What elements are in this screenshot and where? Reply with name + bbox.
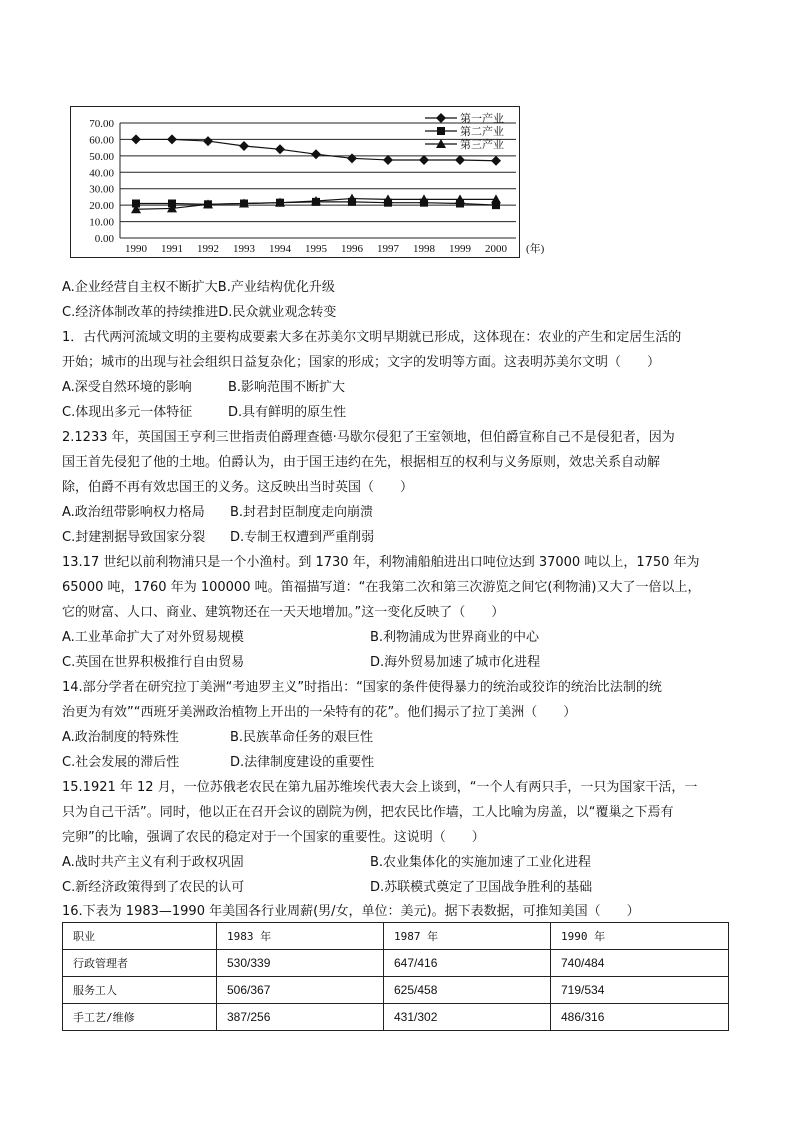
wage-cell: 486/316 (551, 1004, 729, 1031)
q2-option-a: A.政治纽带影响权力格局 (62, 505, 205, 520)
wage-cell: 740/484 (551, 950, 729, 977)
occupation-cell: 手工艺/维修 (63, 1004, 217, 1031)
line-chart (70, 106, 545, 258)
x-tick-label: 1996 (341, 243, 363, 255)
header-1983: 1983 年 (217, 923, 384, 950)
y-tick-label: 40.00 (89, 167, 114, 180)
y-tick-label: 70.00 (89, 118, 114, 130)
data-point (131, 134, 141, 144)
y-tick-label: 20.00 (89, 200, 114, 213)
q13-stem-line1: 13.17 世纪以前利物浦只是一个小渔村。到 1730 年，利物浦船舶进出口吨位达到 37000 吨以上，1750 年为 (62, 555, 700, 570)
data-point (239, 141, 249, 151)
occupation-cell: 行政管理者 (63, 950, 217, 977)
y-tick-label: 60.00 (89, 134, 114, 147)
q15-stem-line2: 只为自己干活”。同时，他以正在召开会议的剧院为例，把农民比作墙，工人比喻为房盖，以“覆巢之下焉有 (62, 805, 674, 820)
y-tick-label: 0.00 (94, 233, 114, 245)
table-row (63, 977, 729, 1004)
x-tick-label: 1999 (449, 243, 471, 255)
table-header-row (63, 923, 729, 950)
data-point (203, 136, 213, 146)
data-point (383, 155, 393, 165)
q2-stem-line3: 除，伯爵不再有效忠国王的义务。这反映出当时英国（ ） (62, 480, 414, 495)
wage-table (62, 922, 729, 1031)
q14-option-d: D.法律制度建设的重要性 (230, 755, 375, 770)
q1-stem-line1: 1．古代两河流域文明的主要构成要素大多在苏美尔文明早期就已形成，这体现在：农业的产生和定居生活的 (62, 330, 682, 345)
x-axis-unit: (年) (526, 243, 545, 255)
y-tick-label: 10.00 (89, 216, 114, 229)
wage-cell: 647/416 (384, 950, 551, 977)
data-point (347, 153, 357, 163)
q13-option-b: B.利物浦成为世界商业的中心 (370, 630, 540, 645)
data-point (455, 155, 465, 165)
header-1987: 1987 年 (384, 923, 551, 950)
q14-stem-line1: 14.部分学者在研究拉丁美洲“考迪罗主义”时指出：“国家的条件使得暴力的统治或狡诈的统治比法制的统 (62, 680, 662, 695)
q13-option-d: D.海外贸易加速了城市化进程 (370, 655, 541, 670)
q1-option-b: B.影响范围不断扩大 (228, 380, 346, 395)
legend-marker (437, 127, 445, 135)
q2-option-c: C.封建割据导致国家分裂 (62, 530, 206, 545)
y-tick-label: 30.00 (89, 183, 114, 196)
q13-stem-line3: 它的财富、人口、商业、建筑物还在一天天地增加。”这一变化反映了（ ） (62, 605, 505, 620)
y-tick-label: 50.00 (89, 150, 114, 163)
wage-cell: 506/367 (217, 977, 384, 1004)
q14-option-a: A.政治制度的特殊性 (62, 730, 179, 745)
x-tick-label: 1991 (161, 243, 183, 255)
q1-option-d: D.具有鲜明的原生性 (228, 405, 347, 420)
wage-cell: 625/458 (384, 977, 551, 1004)
q14-option-b: B.民族革命任务的艰巨性 (230, 730, 374, 745)
x-tick-label: 1990 (125, 243, 147, 255)
q1-option-c: C.体现出多元一体特征 (62, 405, 193, 420)
occupation-cell: 服务工人 (63, 977, 217, 1004)
q16-stem: 16.下表为 1983—1990 年美国各行业周薪(男/女，单位：美元)。据下表数据，可推知美国（ ） (62, 904, 640, 919)
q15-option-b: B.农业集体化的实施加速了工业化进程 (370, 855, 592, 870)
q15-stem-line3: 完卵”的比喻，强调了农民的稳定对于一个国家的重要性。这说明（ ） (62, 830, 485, 845)
q1-option-a: A.深受自然环境的影响 (62, 380, 192, 395)
q2-stem-line1: 2.1233 年，英国国王亨利三世指责伯爵理查德·马歇尔侵犯了王室领地，但伯爵宣称自己不是侵犯者，因为 (62, 430, 675, 445)
q14-option-c: C.社会发展的滞后性 (62, 755, 180, 770)
legend-label: 第二产业 (460, 125, 504, 138)
q1-stem-line2: 开始；城市的出现与社会组织日益复杂化；国家的形成；文字的发明等方面。这表明苏美尔文明（ ） (62, 355, 661, 370)
data-point (275, 144, 285, 154)
data-point (311, 149, 321, 159)
q15-option-d: D.苏联模式奠定了卫国战争胜利的基础 (370, 880, 593, 895)
x-tick-label: 2000 (485, 243, 507, 255)
data-point (419, 155, 429, 165)
wage-cell: 431/302 (384, 1004, 551, 1031)
x-tick-label: 1992 (197, 243, 219, 255)
x-tick-label: 1993 (233, 243, 255, 255)
data-point (167, 134, 177, 144)
q2-option-b: B.封君封臣制度走向崩溃 (230, 505, 374, 520)
legend-label: 第三产业 (460, 138, 504, 151)
header-1990: 1990 年 (551, 923, 729, 950)
q14-stem-line2: 治更为有效”“西班牙美洲政治植物上开出的一朵特有的花”。他们揭示了拉丁美洲（ ） (62, 705, 577, 720)
q13-stem-line2: 65000 吨，1760 年为 100000 吨。笛福描写道：“在我第二次和第三次游览之间它(利物浦)又大了一倍以上， (62, 580, 701, 595)
q2-stem-line2: 国王首先侵犯了他的土地。伯爵认为，由于国王违约在先，根据相互的权利与义务原则，效忠关系自动解 (62, 455, 661, 470)
q15-option-a: A.战时共产主义有利于政权巩固 (62, 855, 244, 870)
q12-options-row2: C.经济体制改革的持续推进D.民众就业观念转变 (62, 305, 337, 320)
x-tick-label: 1994 (269, 243, 291, 255)
q15-option-c: C.新经济政策得到了农民的认可 (62, 880, 245, 895)
data-point (491, 156, 501, 166)
q2-option-d: D.专制王权遭到严重削弱 (230, 530, 375, 545)
x-tick-label: 1997 (377, 243, 399, 255)
x-tick-label: 1998 (413, 243, 435, 255)
x-tick-label: 1995 (305, 243, 327, 255)
wage-cell: 387/256 (217, 1004, 384, 1031)
q13-option-a: A.工业革命扩大了对外贸易规模 (62, 630, 244, 645)
wage-cell: 530/339 (217, 950, 384, 977)
table-row (63, 950, 729, 977)
table-row (63, 1004, 729, 1031)
q13-option-c: C.英国在世界积极推行自由贸易 (62, 655, 245, 670)
legend-label: 第一产业 (460, 112, 504, 125)
q15-stem-line1: 15.1921 年 12 月，一位苏俄老农民在第九届苏维埃代表大会上谈到，“一个人有两只手，一只为国家干活，一 (62, 780, 698, 795)
legend-marker (436, 113, 446, 123)
q12-options-row1: A.企业经营自主权不断扩大B.产业结构优化升级 (62, 280, 335, 295)
header-occupation: 职业 (63, 923, 217, 950)
wage-cell: 719/534 (551, 977, 729, 1004)
